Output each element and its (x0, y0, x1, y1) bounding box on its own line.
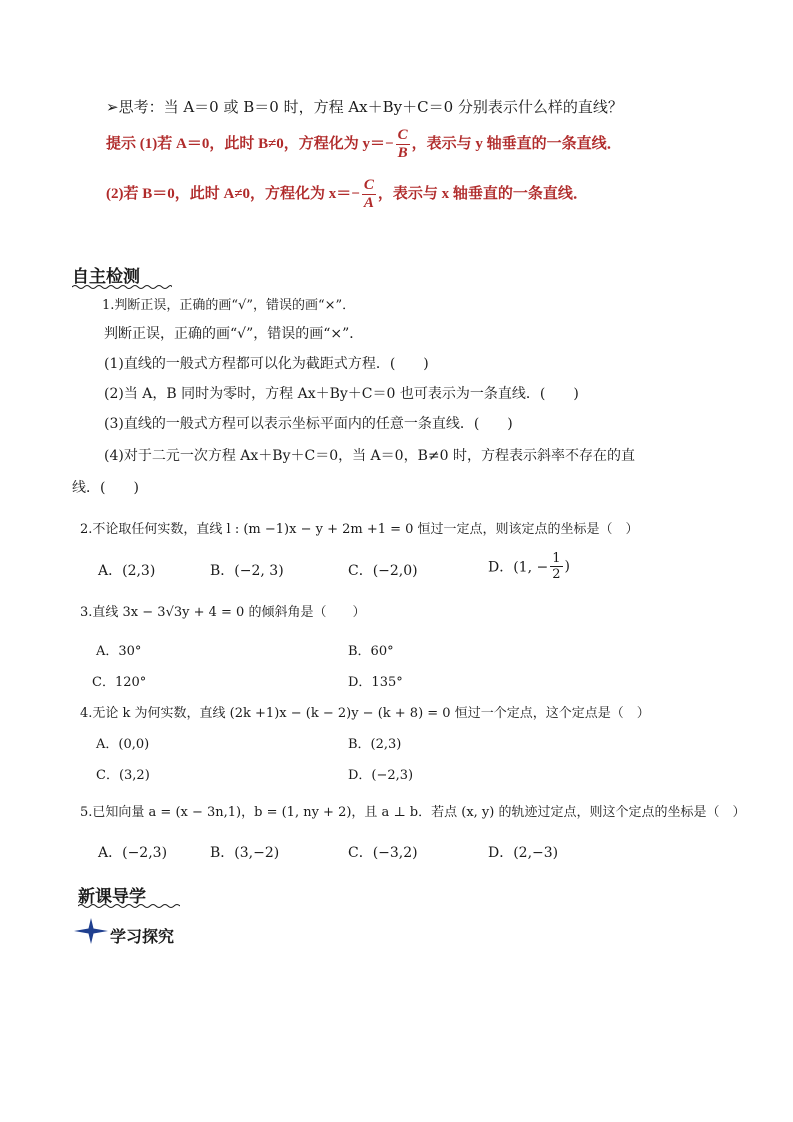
section-title-new-lesson: 新课导学 (78, 887, 146, 906)
q3-stem: 3.直线 3x − 3√3y + 4 = 0 的倾斜角是（ ） (80, 605, 366, 620)
q4-option-c[interactable]: C．(3,2) (96, 768, 150, 783)
hint-2-prefix: (2)若 B＝0，此时 A≠0，方程化为 x＝− (106, 185, 360, 202)
q1-head: 1.判断正误，正确的画“√”，错误的画“×”． (102, 298, 356, 313)
q2-option-d[interactable] (488, 552, 570, 581)
hint-2 (106, 178, 588, 211)
q4-option-b[interactable]: B．(2,3) (348, 737, 402, 752)
q1-item-4-cont: 线．( ) (72, 480, 139, 496)
wavy-underline-icon (78, 903, 180, 909)
wavy-underline-icon (72, 284, 172, 290)
hint-1-numerator: C (397, 127, 408, 143)
q5-option-d[interactable]: D．(2,−3) (488, 845, 559, 861)
q2-option-d-tail: ) (564, 558, 570, 575)
q4-option-d[interactable]: D．(−2,3) (348, 768, 414, 783)
four-point-star-icon (74, 918, 108, 944)
hint-2-fraction (362, 178, 376, 211)
q3-option-b[interactable]: B．60° (348, 644, 394, 659)
q5-option-c[interactable]: C．(−3,2) (348, 845, 418, 861)
hint-2-numerator: C (363, 177, 374, 193)
q4-stem: 4.无论 k 为何实数，直线 (2k +1)x − (k − 2)y − (k + 8) = 0 恒过一个定点，这个定点是（ ） (80, 706, 650, 721)
section-title-study-explore: 学习探究 (110, 929, 175, 946)
hint-1-suffix: ，表示与 y 轴垂直的一条直线． (411, 135, 622, 152)
q4-option-a[interactable]: A．(0,0) (96, 737, 150, 752)
q5-option-b[interactable]: B．(3,−2) (210, 845, 280, 861)
q2-option-c[interactable]: C．(−2,0) (348, 563, 418, 579)
section-title-self-check: 自主检测 (72, 267, 140, 286)
think-question: ➢思考：当 A＝0 或 B＝0 时，方程 Ax＋By＋C＝0 分别表示什么样的直线？ (106, 98, 623, 116)
q1-item-4: (4)对于二元一次方程 Ax＋By＋C＝0，当 A＝0，B≠0 时，方程表示斜率不存在的直 (104, 448, 635, 464)
q3-option-c[interactable]: C．120° (92, 675, 147, 690)
q1-item-1: (1)直线的一般式方程都可以化为截距式方程．( ) (104, 356, 429, 372)
q2-option-a[interactable]: A．(2,3) (98, 563, 156, 579)
hint-2-suffix: ，表示与 x 轴垂直的一条直线． (377, 185, 588, 202)
q2-option-d-fraction (550, 552, 562, 581)
q2-option-d-text: D．(1, − (488, 559, 549, 576)
q1-item-3: (3)直线的一般式方程可以表示坐标平面内的任意一条直线．( ) (104, 416, 513, 432)
q2-option-b[interactable]: B．(−2, 3) (210, 563, 284, 579)
q1-sub: 判断正误，正确的画“√”，错误的画“×”． (104, 326, 364, 342)
q3-option-a[interactable]: A．30° (96, 644, 142, 659)
hint-1 (106, 128, 622, 161)
q5-option-a[interactable]: A．(−2,3) (98, 845, 168, 861)
q2-d-den: 2 (552, 567, 561, 582)
hint-1-fraction (396, 128, 410, 161)
q2-stem: 2.不论取任何实数，直线 l : (m −1)x − y + 2m +1 = 0 恒过一定点，则该定点的坐标是（ ） (80, 522, 639, 537)
hint-1-denominator: B (397, 145, 408, 161)
q2-d-num: 1 (552, 551, 561, 566)
q3-option-d[interactable]: D．135° (348, 675, 403, 690)
hint-1-prefix: 提示 (1)若 A＝0，此时 B≠0，方程化为 y＝− (106, 135, 394, 152)
q1-item-2: (2)当 A，B 同时为零时，方程 Ax＋By＋C＝0 也可表示为一条直线．( ) (104, 386, 579, 402)
hint-2-denominator: A (363, 195, 374, 211)
q5-stem: 5.已知向量 a = (x − 3n,1)，b = (1, ny + 2)，且 a ⊥ b．若点 (x, y) 的轨迹过定点，则这个定点的坐标是（ ） (80, 805, 746, 820)
